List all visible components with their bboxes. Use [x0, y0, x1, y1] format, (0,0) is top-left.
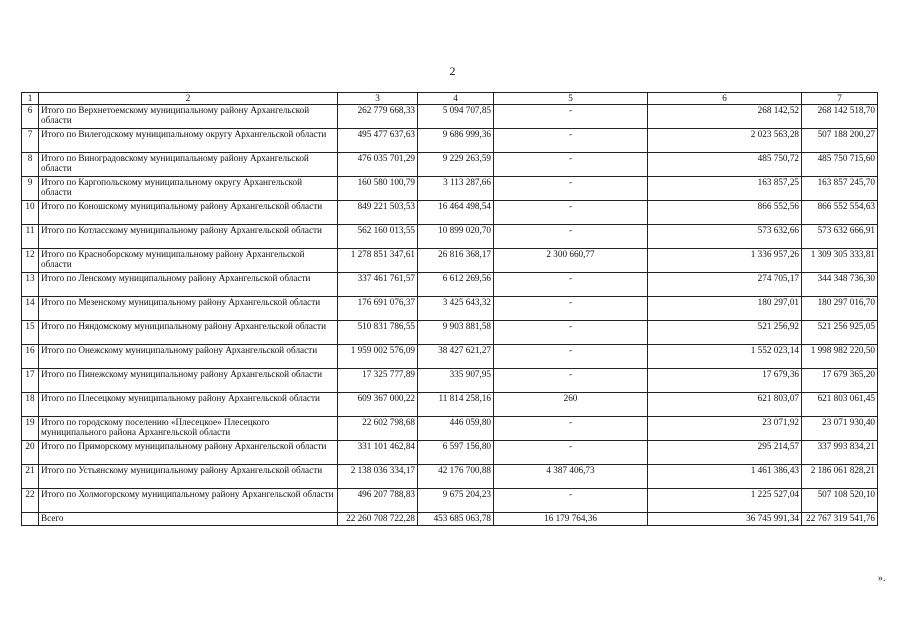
municipality-name-cell: Итого по Верхнетоемскому муниципальному району Архангельской области: [39, 104, 338, 128]
column-3-value-cell: 495 477 637,63: [338, 128, 418, 152]
column-4-value-cell: 5 094 707,85: [418, 104, 494, 128]
row-number-cell: 10: [22, 200, 39, 224]
column-4-value-cell: 446 059,80: [418, 416, 494, 440]
table-row: [22, 296, 878, 320]
municipality-name-cell: Итого по Плесецкому муниципальному району Архангельской области: [39, 392, 338, 416]
column-4-value-cell: 26 816 368,17: [418, 248, 494, 272]
column-7-value-cell: 268 142 518,70: [802, 104, 878, 128]
row-number-cell: 13: [22, 272, 39, 296]
municipality-name-cell: Итого по Вилегодскому муниципальному округу Архангельской области: [39, 128, 338, 152]
column-3-value-cell: 160 580 100,79: [338, 176, 418, 200]
row-number-cell: 8: [22, 152, 39, 176]
municipality-name-cell: Итого по городскому поселению «Плесецкое» Плесецкого муниципального района Архангельской области: [39, 416, 338, 440]
column-4-value-cell: 9 229 263,59: [418, 152, 494, 176]
column-3-value-cell: 1 278 851 347,61: [338, 248, 418, 272]
header-cell: 3: [338, 93, 418, 105]
column-7-value-cell: 485 750 715,60: [802, 152, 878, 176]
column-5-value-cell: -: [494, 200, 648, 224]
row-number-cell: 9: [22, 176, 39, 200]
column-4-value-cell: 6 612 269,56: [418, 272, 494, 296]
column-5-value-cell: -: [494, 104, 648, 128]
municipality-name-cell: Итого по Няндомскому муниципальному району Архангельской области: [39, 320, 338, 344]
column-7-value-cell: 17 679 365,20: [802, 368, 878, 392]
column-6-value-cell: 1 225 527,04: [648, 488, 802, 512]
table-row: [22, 344, 878, 368]
column-7-value-cell: 22 767 319 541,76: [802, 512, 878, 525]
column-6-value-cell: 1 336 957,26: [648, 248, 802, 272]
table-row: [22, 104, 878, 128]
municipality-name-cell: Итого по Пинежскому муниципальному району Архангельской области: [39, 368, 338, 392]
municipality-name-cell: Итого по Коношскому муниципальному району Архангельской области: [39, 200, 338, 224]
column-5-value-cell: 4 387 406,73: [494, 464, 648, 488]
column-6-value-cell: 573 632,66: [648, 224, 802, 248]
column-6-value-cell: 1 461 386,43: [648, 464, 802, 488]
column-4-value-cell: 11 814 258,16: [418, 392, 494, 416]
row-number-cell: 14: [22, 296, 39, 320]
row-number-cell: 12: [22, 248, 39, 272]
table-row: [22, 440, 878, 464]
column-5-value-cell: -: [494, 320, 648, 344]
column-4-value-cell: 9 675 204,23: [418, 488, 494, 512]
column-6-value-cell: 2 023 563,28: [648, 128, 802, 152]
column-7-value-cell: 621 803 061,45: [802, 392, 878, 416]
column-6-value-cell: 274 705,17: [648, 272, 802, 296]
column-4-value-cell: 6 597 156,80: [418, 440, 494, 464]
table-row: [22, 152, 878, 176]
municipality-name-cell: Итого по Холмогорскому муниципальному району Архангельской области: [39, 488, 338, 512]
column-4-value-cell: 42 176 700,88: [418, 464, 494, 488]
column-4-value-cell: 3 113 287,66: [418, 176, 494, 200]
closing-quote-mark: ».: [878, 573, 886, 584]
column-3-value-cell: 562 160 013,55: [338, 224, 418, 248]
column-6-value-cell: 180 297,01: [648, 296, 802, 320]
table-row: [22, 176, 878, 200]
column-5-value-cell: -: [494, 272, 648, 296]
column-6-value-cell: 866 552,56: [648, 200, 802, 224]
budget-table: [21, 92, 878, 526]
column-6-value-cell: 295 214,57: [648, 440, 802, 464]
header-cell: 1: [22, 93, 39, 105]
column-7-value-cell: 337 993 834,21: [802, 440, 878, 464]
municipality-name-cell: Итого по Красноборскому муниципальному району Архангельской области: [39, 248, 338, 272]
column-4-value-cell: 335 907,95: [418, 368, 494, 392]
column-4-value-cell: 9 686 999,36: [418, 128, 494, 152]
municipality-name-cell: Итого по Приморскому муниципальному району Архангельской области: [39, 440, 338, 464]
row-number-cell: 7: [22, 128, 39, 152]
column-7-value-cell: 507 108 520,10: [802, 488, 878, 512]
header-cell: 7: [802, 93, 878, 105]
column-3-value-cell: 609 367 000,22: [338, 392, 418, 416]
column-3-value-cell: 2 138 036 334,17: [338, 464, 418, 488]
column-3-value-cell: 262 779 668,33: [338, 104, 418, 128]
table-row: [22, 488, 878, 512]
table-row: [22, 248, 878, 272]
row-number-cell: 19: [22, 416, 39, 440]
column-5-value-cell: -: [494, 224, 648, 248]
row-number-cell: 17: [22, 368, 39, 392]
column-4-value-cell: 9 903 881,58: [418, 320, 494, 344]
municipality-name-cell: Всего: [39, 512, 338, 525]
column-5-value-cell: 2 300 660,77: [494, 248, 648, 272]
column-5-value-cell: -: [494, 416, 648, 440]
column-3-value-cell: 331 101 462,84: [338, 440, 418, 464]
row-number-cell: 6: [22, 104, 39, 128]
table-row: [22, 392, 878, 416]
column-5-value-cell: -: [494, 152, 648, 176]
row-number-cell: 18: [22, 392, 39, 416]
municipality-name-cell: Итого по Устьянскому муниципальному району Архангельской области: [39, 464, 338, 488]
row-number-cell: 21: [22, 464, 39, 488]
table-row: [22, 320, 878, 344]
municipality-name-cell: Итого по Мезенскому муниципальному району Архангельской области: [39, 296, 338, 320]
column-5-value-cell: -: [494, 344, 648, 368]
table-row: [22, 464, 878, 488]
column-3-value-cell: 176 691 076,37: [338, 296, 418, 320]
column-7-value-cell: 507 188 200,27: [802, 128, 878, 152]
column-7-value-cell: 573 632 666,91: [802, 224, 878, 248]
column-5-value-cell: -: [494, 176, 648, 200]
column-7-value-cell: 23 071 930,40: [802, 416, 878, 440]
column-4-value-cell: 3 425 643,32: [418, 296, 494, 320]
table-row: [22, 224, 878, 248]
table-row: [22, 272, 878, 296]
header-cell: 6: [648, 93, 802, 105]
column-6-value-cell: 485 750,72: [648, 152, 802, 176]
table-row: [22, 368, 878, 392]
column-5-value-cell: -: [494, 488, 648, 512]
row-number-cell: 22: [22, 488, 39, 512]
municipality-name-cell: Итого по Котласскому муниципальному району Архангельской области: [39, 224, 338, 248]
table-row: [22, 128, 878, 152]
column-6-value-cell: 521 256,92: [648, 320, 802, 344]
column-7-value-cell: 521 256 925,05: [802, 320, 878, 344]
page-number: 2: [449, 64, 456, 78]
column-5-value-cell: 260: [494, 392, 648, 416]
municipality-name-cell: Итого по Виноградовскому муниципальному району Архангельской области: [39, 152, 338, 176]
column-7-value-cell: 866 552 554,63: [802, 200, 878, 224]
column-6-value-cell: 268 142,52: [648, 104, 802, 128]
column-6-value-cell: 1 552 023,14: [648, 344, 802, 368]
column-7-value-cell: 180 297 016,70: [802, 296, 878, 320]
column-5-value-cell: -: [494, 128, 648, 152]
row-number-cell: 15: [22, 320, 39, 344]
column-3-value-cell: 1 959 002 576,09: [338, 344, 418, 368]
row-number-cell: [22, 512, 39, 525]
column-7-value-cell: 1 309 305 333,81: [802, 248, 878, 272]
column-3-value-cell: 849 221 503,53: [338, 200, 418, 224]
row-number-cell: 16: [22, 344, 39, 368]
column-6-value-cell: 17 679,36: [648, 368, 802, 392]
table-row: [22, 416, 878, 440]
column-3-value-cell: 22 260 708 722,28: [338, 512, 418, 525]
column-5-value-cell: -: [494, 296, 648, 320]
column-3-value-cell: 496 207 788,83: [338, 488, 418, 512]
municipality-name-cell: Итого по Ленскому муниципальному району Архангельской области: [39, 272, 338, 296]
column-4-value-cell: 16 464 498,54: [418, 200, 494, 224]
table-header-row: [22, 93, 878, 105]
row-number-cell: 20: [22, 440, 39, 464]
column-5-value-cell: 16 179 764,36: [494, 512, 648, 525]
header-cell: 5: [494, 93, 648, 105]
municipality-name-cell: Итого по Каргопольскому муниципальному округу Архангельской области: [39, 176, 338, 200]
column-7-value-cell: 344 348 736,30: [802, 272, 878, 296]
table-row: [22, 200, 878, 224]
column-5-value-cell: -: [494, 368, 648, 392]
column-5-value-cell: -: [494, 440, 648, 464]
column-4-value-cell: 10 899 020,70: [418, 224, 494, 248]
column-6-value-cell: 621 803,07: [648, 392, 802, 416]
column-4-value-cell: 38 427 621,27: [418, 344, 494, 368]
column-4-value-cell: 453 685 063,78: [418, 512, 494, 525]
column-3-value-cell: 17 325 777,89: [338, 368, 418, 392]
municipality-name-cell: Итого по Онежскому муниципальному району Архангельской области: [39, 344, 338, 368]
column-6-value-cell: 163 857,25: [648, 176, 802, 200]
total-row: [22, 512, 878, 525]
column-7-value-cell: 2 186 061 828,21: [802, 464, 878, 488]
column-6-value-cell: 23 071,92: [648, 416, 802, 440]
column-7-value-cell: 163 857 245,70: [802, 176, 878, 200]
header-cell: 4: [418, 93, 494, 105]
column-3-value-cell: 476 035 701,29: [338, 152, 418, 176]
column-3-value-cell: 510 831 786,55: [338, 320, 418, 344]
column-3-value-cell: 337 461 761,57: [338, 272, 418, 296]
row-number-cell: 11: [22, 224, 39, 248]
header-cell: 2: [39, 93, 338, 105]
column-3-value-cell: 22 602 798,68: [338, 416, 418, 440]
column-7-value-cell: 1 998 982 220,50: [802, 344, 878, 368]
column-6-value-cell: 36 745 991,34: [648, 512, 802, 525]
